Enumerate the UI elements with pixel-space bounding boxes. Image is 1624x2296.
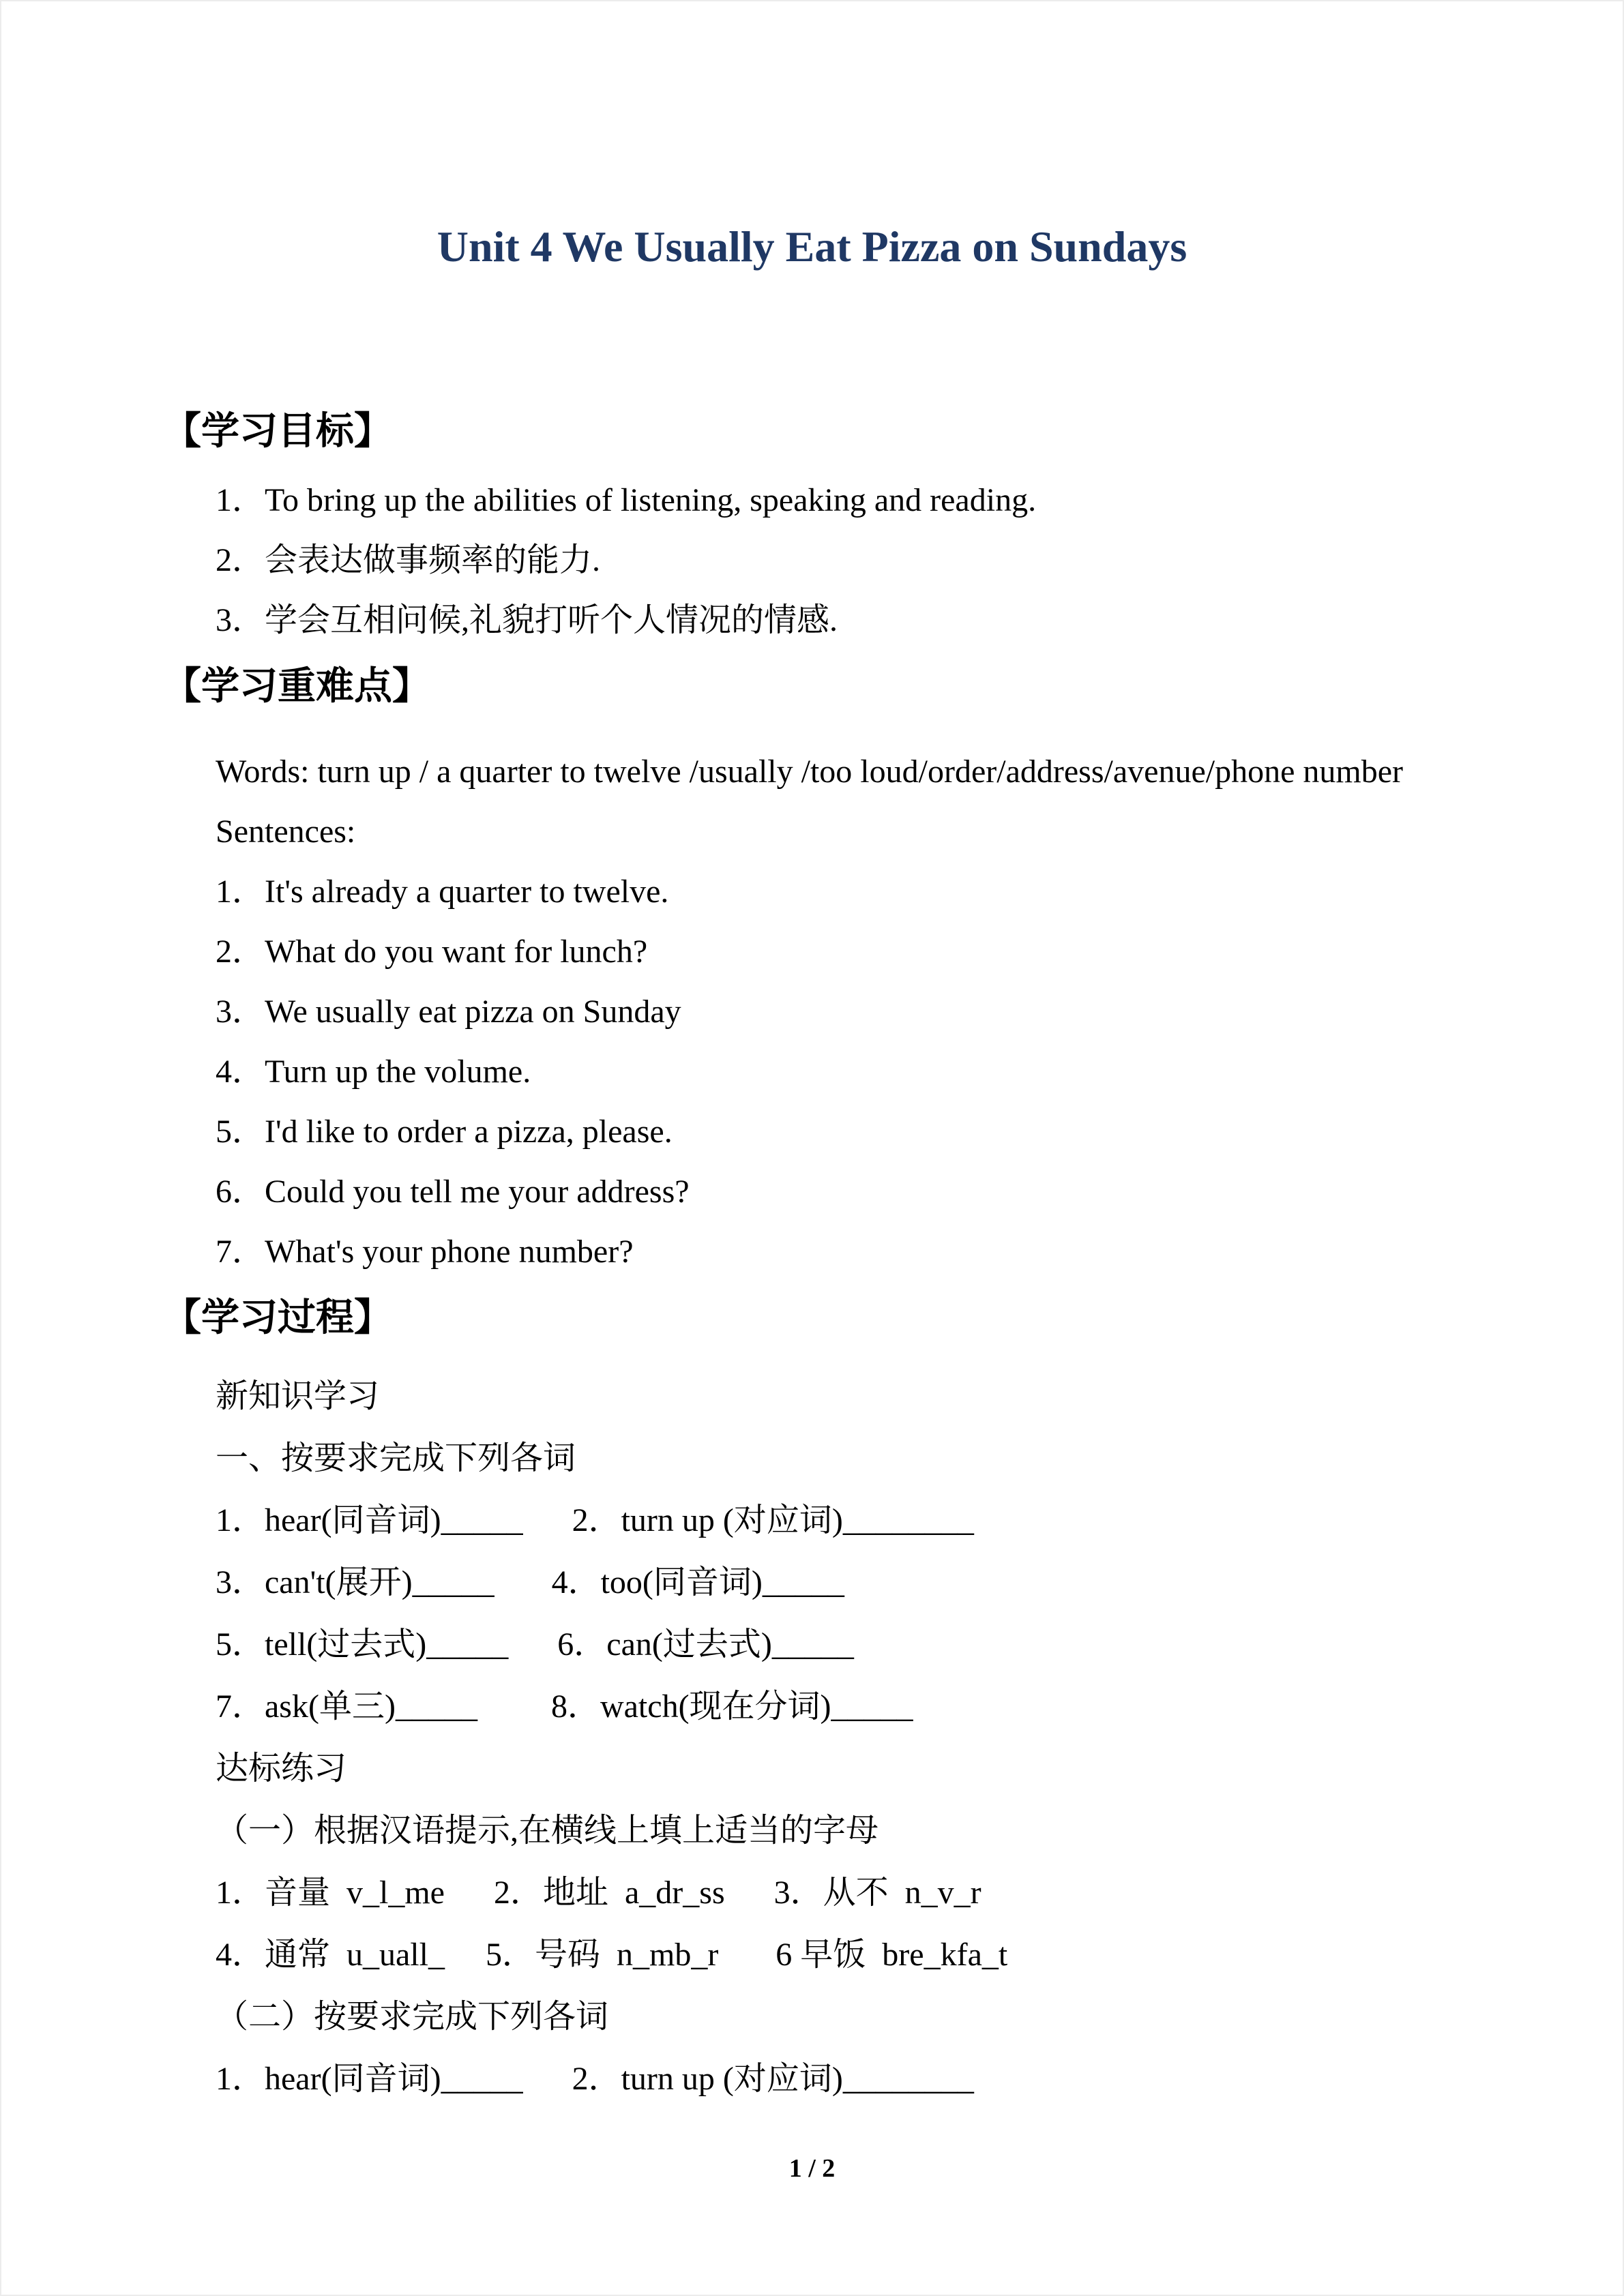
list-item: 7．What's your phone number? xyxy=(216,1234,634,1270)
list-item: 1．音量 v_l_me 2．地址 a_dr_ss 3．从不 n_v_r xyxy=(216,1875,981,1911)
document-content xyxy=(1,1,1623,2110)
list-item: 1．hear(同音词)_____ 2．turn up (对应词)________ xyxy=(216,1502,974,1538)
list-item: 4．通常 u_uall_ 5．号码 n_mb_r 6 早饭 bre_kfa_t xyxy=(216,1937,1008,1973)
sentences-label: Sentences: xyxy=(216,814,356,850)
list-item: （二）按要求完成下列各词 xyxy=(216,1999,609,2035)
section-heading-goals: 【学习目标】 xyxy=(163,411,392,453)
process-list xyxy=(163,1365,1461,2110)
list-item: 1．To bring up the abilities of listening, speaking and reading. xyxy=(216,482,1037,518)
goals-list xyxy=(163,471,1461,651)
list-item: 7．ask(单三)_____ 8．watch(现在分词)_____ xyxy=(216,1688,913,1725)
key-points-list xyxy=(163,742,1461,1282)
section-heading-process: 【学习过程】 xyxy=(163,1297,392,1339)
list-item: 5．tell(过去式)_____ 6．can(过去式)_____ xyxy=(216,1626,854,1663)
list-item: 达标练习 xyxy=(216,1750,347,1787)
words-line: Words: turn up / a quarter to twelve /usually /too loud/order/address/avenue/phone number xyxy=(216,754,1404,790)
section-heading-key-points: 【学习重难点】 xyxy=(163,666,430,708)
list-item: 3．学会互相问候,礼貌打听个人情况的情感. xyxy=(216,602,838,638)
list-item: 1．hear(同音词)_____ 2．turn up (对应词)________ xyxy=(216,2061,974,2097)
list-item: 1．It's already a quarter to twelve. xyxy=(216,874,669,910)
list-item: 6．Could you tell me your address? xyxy=(216,1174,690,1210)
list-item: 3．We usually eat pizza on Sunday xyxy=(216,994,681,1030)
list-item: 3．can't(展开)_____ 4．too(同音词)_____ xyxy=(216,1564,844,1600)
document-title: Unit 4 We Usually Eat Pizza on Sundays xyxy=(437,222,1187,271)
list-item: 2．What do you want for lunch? xyxy=(216,934,648,970)
page-number: 1 / 2 xyxy=(788,2154,836,2183)
list-item: 4．Turn up the volume. xyxy=(216,1054,531,1090)
list-item: 2．会表达做事频率的能力. xyxy=(216,542,601,578)
list-item: 新知识学习 xyxy=(216,1378,380,1414)
list-item: 5．I'd like to order a pizza, please. xyxy=(216,1114,673,1150)
list-item: （一）根据汉语提示,在横线上填上适当的字母 xyxy=(216,1813,879,1849)
list-item: 一、按要求完成下列各词 xyxy=(216,1440,576,1476)
